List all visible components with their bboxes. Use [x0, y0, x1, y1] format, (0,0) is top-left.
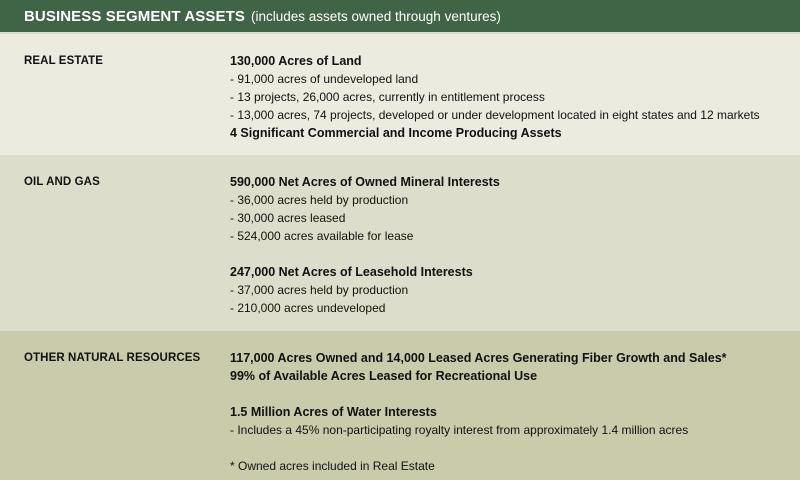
- water-interests-heading: 1.5 Million Acres of Water Interests: [230, 405, 437, 419]
- spacer: [230, 385, 727, 403]
- list-item: - 37,000 acres held by production: [230, 283, 409, 297]
- section-content-other: [230, 349, 727, 480]
- list-item: - 91,000 acres of undeveloped land: [230, 72, 419, 86]
- list-item: - 13,000 acres, 74 projects, developed or under development located in eight states and 12 markets: [230, 108, 760, 122]
- section-label-other: OTHER NATURAL RESOURCES: [24, 352, 201, 364]
- section-label-oil-gas: OIL AND GAS: [24, 176, 100, 188]
- list-item: - Includes a 45% non-participating royalty interest from approximately 1.4 million acres: [230, 423, 689, 437]
- list-item: - 13 projects, 26,000 acres, currently in entitlement process: [230, 90, 545, 104]
- fiber-acres-heading: 117,000 Acres Owned and 14,000 Leased Acres Generating Fiber Growth and Sales*: [230, 351, 727, 365]
- footnote: * Owned acres included in Real Estate: [230, 459, 435, 473]
- commercial-assets-heading: 4 Significant Commercial and Income Producing Assets: [230, 126, 562, 140]
- recreational-use-heading: 99% of Available Acres Leased for Recreational Use: [230, 369, 538, 383]
- section-content-oil-gas: [230, 173, 500, 331]
- section-oil-gas: [0, 155, 800, 331]
- list-item: - 524,000 acres available for lease: [230, 229, 414, 243]
- mineral-interests-heading: 590,000 Net Acres of Owned Mineral Interests: [230, 175, 500, 189]
- list-item: - 210,000 acres undeveloped: [230, 301, 386, 315]
- section-real-estate: [0, 34, 800, 155]
- spacer: [230, 439, 727, 457]
- section-other-natural-resources: [0, 331, 800, 480]
- header-subtitle: (includes assets owned through ventures): [250, 8, 501, 24]
- land-heading: 130,000 Acres of Land: [230, 54, 362, 68]
- section-content-real-estate: [230, 52, 760, 155]
- leasehold-interests-heading: 247,000 Net Acres of Leasehold Interests: [230, 265, 473, 279]
- panel-header: [0, 0, 800, 34]
- spacer: [230, 245, 500, 263]
- header-title: BUSINESS SEGMENT ASSETS: [24, 7, 245, 25]
- list-item: - 30,000 acres leased: [230, 211, 346, 225]
- section-label-real-estate: REAL ESTATE: [24, 55, 104, 67]
- list-item: - 36,000 acres held by production: [230, 193, 409, 207]
